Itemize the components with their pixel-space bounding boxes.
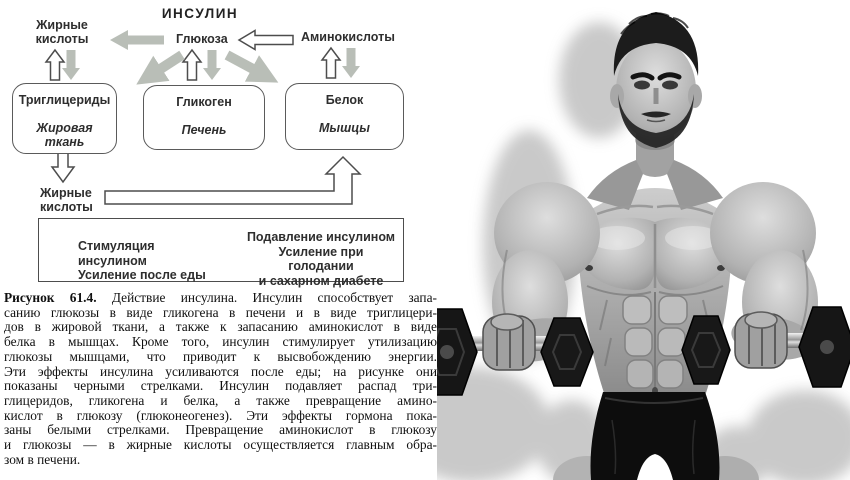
triglycerides-release-arrow — [46, 50, 64, 80]
node-glucose: Глюкоза — [176, 32, 228, 46]
aminoacids-storage-arrow — [342, 48, 360, 78]
caption-line: показаны черными стрелками. Инсулин подавляет распад три- — [4, 378, 437, 394]
thighs — [553, 456, 759, 480]
right-fist — [735, 312, 787, 368]
shorts — [591, 392, 720, 480]
caption-line — [4, 291, 437, 306]
box-protein — [285, 83, 404, 150]
caption-first-line: Действие инсулина. Инсулин способствует запа- — [96, 290, 437, 305]
box-protein-tissue: Мышцы — [319, 121, 370, 135]
box-triglycerides-substance: Триглицериды — [18, 93, 111, 107]
glucose-to-fattyacids-arrow — [110, 30, 164, 50]
legend-suppression-text — [246, 230, 396, 288]
ear-right — [688, 84, 702, 108]
bodybuilder-photo — [437, 0, 850, 480]
fattyacids-to-protein-arrow — [105, 157, 360, 204]
box-glycogen-tissue: Печень — [181, 123, 227, 137]
legend-stimulation-text — [78, 239, 223, 283]
caption-line: и глюкозы — в жирные кислоты осуществляется главным обра- — [4, 437, 437, 453]
box-triglycerides-tissue: Жировая ткань — [36, 121, 93, 149]
head — [610, 12, 702, 148]
figure-caption — [4, 291, 437, 467]
eye-left — [634, 81, 650, 90]
fattyacids-storage-arrow — [62, 50, 80, 80]
legend-suppression-line1: Подавление инсулином — [246, 230, 396, 244]
eye-right — [662, 81, 678, 90]
triglycerides-to-fattyacids-arrow — [52, 153, 74, 182]
glucose-storage-arrow — [203, 50, 221, 80]
node-amino-acids: Аминокислоты — [301, 30, 395, 44]
box-protein-substance: Белок — [325, 93, 364, 107]
caption-line: глицеридов, гликогена и белка, а также превращение амино- — [4, 392, 437, 408]
protein-release-arrow — [322, 48, 340, 78]
left-fist — [483, 314, 535, 370]
box-triglycerides — [12, 83, 117, 154]
caption-figure-label: Рисунок 61.4. — [4, 290, 97, 305]
node-fatty-acids-top: Жирные кислоты — [35, 18, 89, 46]
caption-line: заны белыми стрелками. Превращение аминокислот в глюкозу — [4, 422, 437, 438]
caption-line: кислот в глюкозу (глюконеогенез). Эти эффекты гормона пока- — [4, 407, 437, 423]
legend-stimulation-line1: Стимуляция инсулином — [78, 239, 155, 268]
caption-line: Эти эффекты инсулина усиливаются после еды; на рисунке они — [4, 363, 437, 379]
aminoacids-to-glucose-arrow — [239, 31, 293, 50]
legend-suppression-line2: Усиление при голодании — [278, 244, 364, 273]
caption-line: дов в жировой ткани, а также к запасанию аминокислот в виде — [4, 319, 437, 335]
caption-line: санию глюкозы в виде гликогена в печени и в виде триглицери- — [4, 304, 437, 320]
glucose-to-triglycerides-arrow — [148, 55, 182, 77]
box-glycogen — [143, 85, 265, 150]
bodybuilder-illustration — [437, 0, 850, 480]
ear-left — [610, 84, 624, 108]
node-fatty-acids-bottom: Жирные кислоты — [40, 186, 93, 214]
box-glycogen-substance: Гликоген — [176, 95, 232, 109]
diagram-title: ИНСУЛИН — [161, 6, 239, 21]
caption-line: зом в печени. — [4, 451, 81, 467]
legend-suppression-line3: и сахарном диабете — [258, 273, 384, 288]
glycogen-release-arrow — [183, 50, 201, 80]
glucose-to-protein-arrow — [227, 55, 266, 76]
caption-line: глюкозы мышцами, что приводит к высвобождению энергии. — [4, 348, 437, 364]
legend-stimulation-line2: Усиление после еды — [78, 268, 206, 282]
caption-line: белка в мышцах. Кроме того, инсулин стимулирует утилизацию — [4, 334, 437, 350]
